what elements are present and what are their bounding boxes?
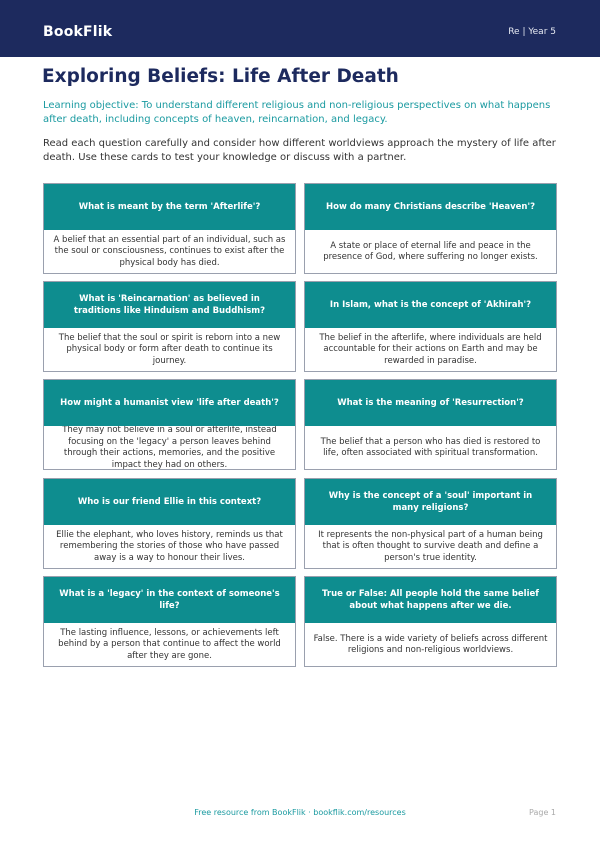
- header-bar: [0, 0, 600, 57]
- flash-card[interactable]: [304, 478, 557, 569]
- card-question: How do many Christians describe 'Heaven'?: [305, 184, 556, 230]
- card-question: Why is the concept of a 'soul' important in many religions?: [305, 479, 556, 525]
- card-question: What is a 'legacy' in the context of someone's life?: [44, 577, 295, 623]
- card-question: What is meant by the term 'Afterlife'?: [44, 184, 295, 230]
- card-answer: The belief that a person who has died is restored to life, often associated with spiritual transformation.: [320, 436, 541, 458]
- card-question: How might a humanist view 'life after death'?: [44, 380, 295, 426]
- card-question: What is 'Reincarnation' as believed in traditions like Hinduism and Buddhism?: [44, 282, 295, 328]
- card-answer: False. There is a wide variety of beliefs across different religions and non-religious worldviews.: [313, 633, 548, 655]
- flash-card[interactable]: [304, 576, 557, 667]
- flash-card[interactable]: [43, 183, 296, 274]
- card-answer: The belief in the afterlife, where individuals are held accountable for their actions on Earth and may be rewarded in paradise.: [319, 332, 542, 366]
- flash-card[interactable]: [43, 576, 296, 667]
- flash-card[interactable]: [43, 478, 296, 569]
- card-answer: The belief that the soul or spirit is reborn into a new physical body or form after death to continue its journey.: [58, 332, 281, 366]
- brand-logo[interactable]: BookFlik: [43, 24, 113, 40]
- flash-card[interactable]: [304, 281, 557, 372]
- card-question: Who is our friend Ellie in this context?: [44, 479, 295, 525]
- card-question: True or False: All people hold the same belief about what happens after we die.: [305, 577, 556, 623]
- card-answer: The lasting influence, lessons, or achievements left behind by a person that continue to affect the world after they are gone.: [58, 627, 281, 661]
- flash-card[interactable]: [43, 281, 296, 372]
- flash-card[interactable]: [304, 183, 557, 274]
- flash-card[interactable]: [304, 379, 557, 470]
- card-answer: A belief that an essential part of an individual, such as the soul or consciousness, continues to exist after the physical body has died.: [53, 234, 286, 268]
- card-question: What is the meaning of 'Resurrection'?: [305, 380, 556, 426]
- subject-year-label: Re | Year 5: [508, 27, 556, 37]
- intro-text: Read each question carefully and consider how different worldviews approach the mystery of life after death. Use these cards to test your knowledge or discuss with a partner.: [43, 138, 556, 163]
- card-answer: Ellie the elephant, who loves history, reminds us that remembering the stories of those who have passed away is a way to honour their lives.: [56, 529, 283, 563]
- card-answer: A state or place of eternal life and peace in the presence of God, where suffering no longer exists.: [323, 240, 538, 262]
- page-number: Page 1: [529, 808, 556, 817]
- footer-link[interactable]: Free resource from BookFlik · bookflik.com/resources: [194, 808, 406, 817]
- page-title: Exploring Beliefs: Life After Death: [42, 66, 399, 87]
- flash-card[interactable]: [43, 379, 296, 470]
- card-question: In Islam, what is the concept of 'Akhirah'?: [305, 282, 556, 328]
- learning-objective: Learning objective: To understand different religious and non-religious perspectives on what happens after death, including concepts of heaven, reincarnation, and legacy.: [43, 100, 551, 125]
- card-answer: It represents the non-physical part of a human being that is often thought to survive death and define a person's true identity.: [318, 529, 543, 563]
- card-answer: They may not believe in a soul or afterlife, instead focusing on the 'legacy' a person leaves behind through their actions, memories, and the positive impact they had on others.: [62, 426, 277, 470]
